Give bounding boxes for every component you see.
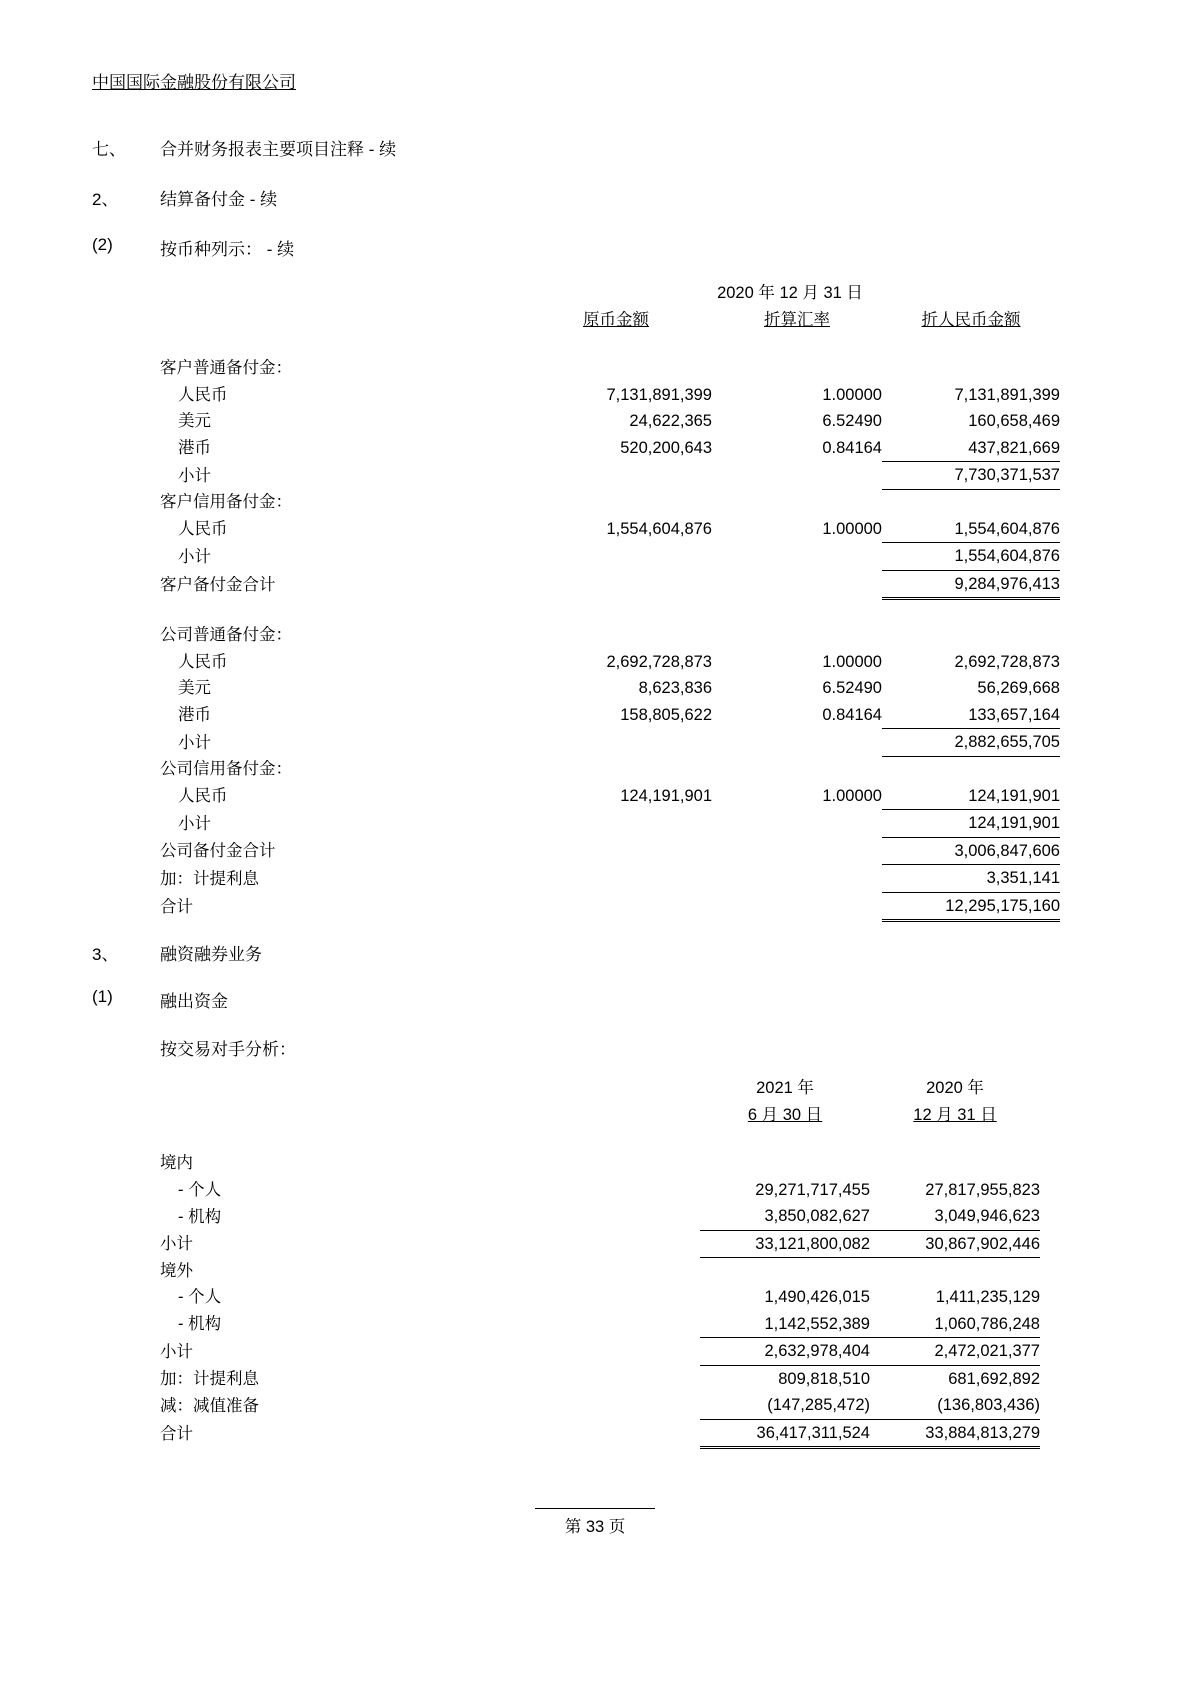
column-header-original-amount: 原币金额 [583,310,649,329]
table-row: 公司普通备付金： [160,626,292,644]
table-row-subtotal: 小计 2,882,655,705 [160,729,1060,757]
table-row-impairment: 减：减值准备 (147,285,472) (136,803,436) [160,1392,1040,1419]
page-footer [0,1508,1190,1537]
table-row-grand-total: 合计 12,295,175,160 [160,892,1060,921]
table-row: - 个人 1,490,426,015 1,411,235,129 [178,1288,1040,1306]
table-row: 美元 8,623,836 6.52490 56,269,668 [178,679,1060,697]
subsection-label-counterparty: 按交易对手分析： [160,1040,296,1059]
table-row-grand-total: 合计 36,417,311,524 33,884,813,279 [160,1419,1040,1448]
table-row: 客户信用备付金： [160,493,292,511]
column-header-exchange-rate: 折算汇率 [764,310,830,329]
table-row: 港币 158,805,622 0.84164 133,657,164 [160,702,1060,729]
section-title: 融资融券业务 [160,945,262,964]
table-row: 港币 520,200,643 0.84164 437,821,669 [160,435,1060,462]
section-heading-7 [92,135,396,160]
table-row: 人民币 7,131,891,399 1.00000 7,131,891,399 [178,385,1060,404]
table-row: - 机构 1,142,552,389 1,060,786,248 [160,1311,1040,1338]
company-name: 中国国际金融股份有限公司 [92,73,296,92]
table-header-period [160,280,1060,307]
table-row: 人民币 1,554,604,876 1.00000 1,554,604,876 [160,516,1060,543]
table-row: - 机构 3,850,082,627 3,049,946,623 [160,1203,1040,1230]
section-heading-2 [92,185,277,210]
table-row-subtotal: 小计 1,554,604,876 [160,543,1060,571]
table-row: 境内 [160,1154,193,1172]
column-header-2020-year: 2020 年 [926,1079,984,1097]
table-header-columns [160,307,1060,334]
section-title: 结算备付金 - 续 [160,190,278,209]
spacer-row [160,1128,1040,1150]
table-row: 公司信用备付金： [160,760,292,778]
section-heading-2-2 [92,235,294,260]
table-row: 人民币 124,191,901 1.00000 124,191,901 [160,783,1060,810]
table-header-date [160,1102,1040,1129]
section-number: (2) [92,235,113,254]
table-row-subtotal: 小计 33,121,800,082 30,867,902,446 [160,1230,1040,1258]
section-heading-3-1 [92,987,228,1012]
section-title: 按币种列示： - 续 [160,240,295,259]
margin-lending-table [160,1075,1040,1449]
table-row: 人民币 2,692,728,873 1.00000 2,692,728,873 [178,652,1060,671]
table-row-subtotal: 小计 7,730,371,537 [160,462,1060,490]
section-heading-3 [92,940,262,965]
table-row-total: 客户备付金合计 9,284,976,413 [160,570,1060,599]
table-row-interest: 加：计提利息 809,818,510 681,692,892 [160,1369,1040,1388]
table-header-year [160,1075,1040,1102]
page-number: 第 33 页 [535,1508,655,1537]
section-number: 2、 [92,190,119,209]
section-number: 七、 [92,140,126,159]
table-row-subtotal: 小计 2,632,978,404 2,472,021,377 [160,1338,1040,1366]
section-number: (1) [92,987,113,1006]
table-row: - 个人 29,271,717,455 27,817,955,823 [178,1180,1040,1199]
table-row-subtotal: 小计 124,191,901 [160,810,1060,838]
column-header-2021-date: 6 月 30 日 [747,1105,823,1124]
section-number: 3、 [92,945,119,964]
section-title: 融出资金 [160,992,228,1011]
table-row: 美元 24,622,365 6.52490 160,658,469 [178,412,1060,430]
period-header: 2020 年 12 月 31 日 [717,284,863,302]
spacer-row [160,599,1060,623]
column-header-2020-date: 12 月 31 日 [913,1105,997,1124]
table-row-interest: 加：计提利息 3,351,141 [160,865,1060,893]
settlement-reserve-table [160,280,1060,922]
column-header-2021-year: 2021 年 [756,1079,814,1097]
column-header-rmb-amount: 折人民币金额 [921,310,1021,329]
section-title: 合并财务报表主要项目注释 - 续 [160,140,397,159]
table-row: 境外 [160,1261,193,1280]
table-row: 客户普通备付金： [160,359,292,377]
table-row-total: 公司备付金合计 3,006,847,606 [160,837,1060,865]
spacer-row [160,333,1060,355]
